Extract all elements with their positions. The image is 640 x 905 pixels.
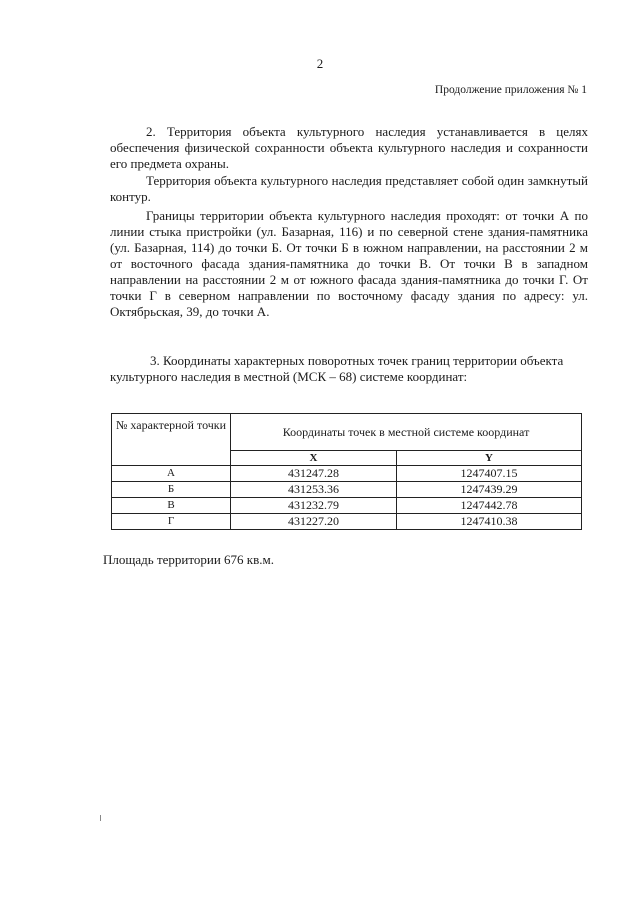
table-header-row [112, 414, 582, 451]
point-name: А [112, 466, 231, 482]
point-name: В [112, 498, 231, 514]
point-y: 1247439.29 [396, 482, 581, 498]
appendix-note: Продолжение приложения № 1 [434, 84, 587, 96]
table-row [112, 466, 582, 482]
territory-area: Площадь территории 676 кв.м. [103, 552, 274, 567]
page-number: 2 [316, 56, 324, 71]
section-coordinates-heading: 3. Координаты характерных поворотных точек границ территории объекта культурного наследия в местной (МСК – 68) системе координат: [110, 353, 564, 384]
point-y: 1247407.15 [396, 466, 581, 482]
header-y: Y [396, 451, 581, 466]
header-x: X [231, 451, 397, 466]
point-x: 431227.20 [231, 514, 397, 530]
table-row [112, 498, 582, 514]
table-row [112, 514, 582, 530]
point-x: 431232.79 [231, 498, 397, 514]
paragraph-territory-contour: Территория объекта культурного наследия представляет собой один замкнутый контур. [110, 173, 588, 204]
header-coordinates: Координаты точек в местной системе координат [231, 414, 582, 451]
header-point-number: № характерной точки [112, 414, 231, 466]
point-name: Г [112, 514, 231, 530]
point-x: 431247.28 [231, 466, 397, 482]
point-y: 1247442.78 [396, 498, 581, 514]
point-x: 431253.36 [231, 482, 397, 498]
table-row [112, 482, 582, 498]
paragraph-territory-boundaries: Границы территории объекта культурного наследия проходят: от точки А по линии стыка пристройки (ул. Базарная, 116) и по северной стене здания-памятника (ул. Базарная, 114) до точки Б. От точки Б в южном направлении, на расстоянии 2 м от восточного фасада здания-памятника до точки В. От точки В в западном направлении на расстоянии 2 м от южного фасада здания-памятника до точки Г. От точки Г в северном направлении по восточному фасаду здания по адресу: ул. Октябрьская, 39, до точки А. [110, 208, 588, 319]
point-name: Б [112, 482, 231, 498]
scan-mark [100, 815, 101, 821]
coordinates-table [111, 413, 582, 530]
point-y: 1247410.38 [396, 514, 581, 530]
paragraph-territory-purpose: 2. Территория объекта культурного наследия устанавливается в целях обеспечения физической сохранности объекта культурного наследия и сохранности его предмета охраны. [110, 124, 588, 171]
